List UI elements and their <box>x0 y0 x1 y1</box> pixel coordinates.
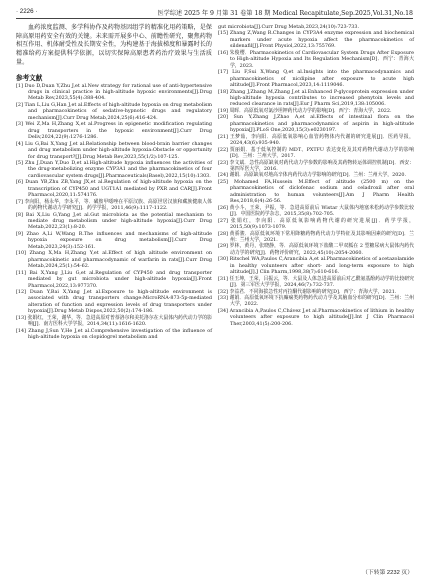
reference-item: [8] Bai X,Liu G,Yang J,et al.Gut microbiota as the potential mechanism to mediate drug metabolism under high-altitude hypoxia[J].Curr Drug Metab,2022,23(1):8-20. <box>16 211 212 231</box>
reference-item: [9] Zhao A,Li W,Wang R.The influences and mechanisms of high-altitude hypoxia exposure on drug metabolism[J].Curr Drug Metab,2023,24(3):152-161. <box>16 230 212 250</box>
reference-item: [28] 黄骄骏．高原低氧环境下常用降糖药物药代动力学特征及其影响因素的研究[D]．兰州：兰州大学，2021. <box>218 230 414 243</box>
reference-item: [27] 张娟红，李向阳．高原低氧影响药物代谢的研究进展[J]．药学学报，2015,50(9):1073-1079. <box>218 217 414 231</box>
reference-item: [22] 贾丽娟．基于低氧控制的 MDT、PXTFU 表达变化及其对药物代谢动力学的影响[D]．兰州：兰州大学，2017. <box>218 146 414 160</box>
reference-list-right <box>218 24 414 327</box>
reference-item: [33] 谢娟．高原低氧环境下抗癫痫类药物药代动力学及其脑血分布的研究[D]．兰州：兰州大学，2022. <box>218 295 414 308</box>
reference-item: gut microbiota[J].Curr Drug Metab,2023,24(10):723-733. <box>218 24 359 30</box>
reference-item: [2] Tian L,Liu G,Han J,et al.Effects of high-altitude hypoxia on drug metabolism and pharmacokinetics of sedative-hypnotic drugs and regulatory mechanism[J].Curr Drug Metab,2024,25(6):416-424. <box>16 101 212 121</box>
reference-item: [17] Liu F,Sui X,Wang Q,et al.Insights into the pharmacodynamics and pharmacokinetics of nicdipine after exposure to acute high altitude[J].Front Pharmacol,2023,14:1119046. <box>218 69 414 89</box>
reference-item: [6] Duan YB,Zhu ZB,Yang JX,et al.Regulation of high-altitude hypoxia on the transcription of CYP450 and UGT1A1 mediated by PXR and CAR[J].Front Pharmacol,2020,11:574176. <box>16 179 212 199</box>
reference-item: [4] Liu G,Bai X,Yang J,et al.Relationship between blood-brain barrier changes and drug metabolism under high-altitude hypoxia:Obstacle or opportunity for drug transport?[J].Drug Metab Rev,2023,55(1/2):107-125. <box>16 140 212 160</box>
reference-item: [24] 谢娟．高原缺氧对地高辛体内药代动力学影响的研究[D]．兰州：兰州大学，2020. <box>218 172 407 179</box>
reference-item: [31] 任玉坤，王荣，吕振云，等．大鼠及人体急进高原前后对乙酰氨基酚药动学的比较研究[J]．第三军医大学学报，2024,46(7):732-737. <box>218 275 414 289</box>
continued-note: （下转第 2232 页） <box>362 570 413 576</box>
right-column <box>218 24 414 327</box>
reference-item: [7] 李向阳，杨永华，李永平，等．磺胺甲噁唑在平原汉族、高原世居汉族和藏族健康人体的药物代谢动力学研究[J]．药学学报，2011,46(9):1117-1122. <box>16 198 212 212</box>
reference-item: [19] 周晖．高原低氧对氯沙坦钾药代动力学的影响[D]．西宁：青海大学，2022. <box>218 107 392 114</box>
reference-item: [25] Mohamed FA,Hussein M.Effect of altitude (2500 m) on the pharmacokinetics of diclofenac sodium and celadroxil after oral administration to human volunteers[J].Am J Pharm Health Res,2018,6(4):26-56. <box>218 178 414 205</box>
reference-item: [12] Duan Y,Bai X,Yang J,et al.Exposure to high-altitude environment is associated with drug transporters change:MicroRNA-873-5p-mediated alteration of function and expression levels of drug transporters under hypoxia[J].Drug Metab Dispos,2022,50(2):174-186. <box>16 289 212 315</box>
reference-item: [18] Zhang J,Zhang M,Zhang J,et al.Enhanced P-glycoprotein expression under high-altitude hypoxia contributes to increased phenytoin levels and reduced clearance in rats[J].Eur J Pharm Sci,2019,138:105006. <box>218 88 414 108</box>
reference-item: [29] 罗林，黄丹，张晓静，等．高原低氧环境下盐酸二甲双胍在 2 型糖尿病大鼠体内药代动力学的研究[J]．药物评价研究，2022,45(10):2054-2060. <box>218 243 414 256</box>
reference-item: [11] Bai X,Yang J,Liu G,et al.Regulation of CYP450 and drug transporter mediated by gut microbiota under high-altitude hypoxia[J].Front Pharmacol,2022,13:977370. <box>16 269 212 289</box>
reference-list-left <box>16 83 212 341</box>
reference-item: [26] 黄小斗，王荣，尹振，等．急进高原前后 Wistar 大鼠体内地塞米松药动学参数比较[J]．中国医院药学杂志，2015,35(8):702-705. <box>218 204 414 218</box>
references-title: 参考文献 <box>16 74 43 82</box>
reference-item: [1] Duo D,Duan Y,Zhu J,et al.New strategy for rational use of anti-hypertensive drugs in clinical practice in high-altitude hypoxic environments[J].Drug Metab Rev,2023,55(4):388-404. <box>16 82 212 102</box>
reference-item: [34] Arancibia A,Paulos C,Chávez J,et al.Pharmacokinetics of lithium in healthy volunteers after exposure to high altitude[J].Int J Clin Pharmacol Ther,2003,41(5):200-206. <box>218 307 414 327</box>
reference-item: [14] Zhang J,Sun Y,He J,et al.Comprehensive investigation of the influence of high-altitude hypoxia on clopidogrel metabolism and <box>16 327 212 341</box>
reference-item: [5] Zhu J,Duan Y,Duo D,et al.High-altitude hypoxia influences the activities of the drug-metabolizing enzyme CYP3A1 and the pharmacokinetics of four cardiovascular system drugs[J].Pharmaceuticals(Basel),2022,15(10):1303. <box>16 159 212 179</box>
page-number: · 2226 · <box>16 8 38 15</box>
conclusion-paragraph: 血药浓度监测、多学科协作及药物基因组学的精准化用药策略，是保障高原用药安全有效的关键。未来需开展多中心、前瞻性研究，聚焦药物相互作用、机体耐受性及长期安全性，为构建基于海拔梯度和暴露时长的精准给药方案提供科学依据，以切实保障高原患者药治疗效果与生活质量。 <box>16 24 212 66</box>
reference-item: [16] 朱俊缨．Pharmacokinetics of Cardiovascular System Drugs After Exposure to High-altitude Hypoxia and Its Regulation Mechanism[D]．西宁：青海大学，2023. <box>218 49 414 69</box>
reference-item: [20] Sun Y,Zhang J,Zhao A,et al.Effects of intestinal flora on the pharmacokinetics and pharmacodynamics of aspirin in high-altitude hypoxia[J].PLoS One,2020,15(3):e0230197. <box>218 114 414 134</box>
reference-item: [15] Zhang Z,Wang R.Changes in CYP3A4 enzyme expression and biochemical markers under acute hypoxia affect the pharmacokinetics of sildenafil[J].Front Physiol,2022,13:755769. <box>218 30 414 50</box>
reference-item: [30] Ritschel WA,Paulos C,Arancibia A,et al.Pharmacokinetics of acetazolamide in healthy volunteers after short- and long-term exposure to high altitude[J].J Clin Pharm,1998,38(7):610-616. <box>218 256 414 276</box>
reference-item: [32] 李益君．不同海拔急性对丙拉酮代谢影响的研究[D]．西宁：青海大学，2021. <box>218 288 397 295</box>
reference-item: [23] 李文斌．急性高原缺氧对药代动力学参数的影响及其药物转运体调控机制[D]．西安：第四军医大学，2016. <box>218 159 414 172</box>
header-rule <box>16 18 413 19</box>
reference-item: [3] Wei Z,Ma H,Zhang X,et al.Progress in epigenetic modification regulating drug transporters in the hypoxic environment[J].Curr Drug Deliv,2024,22(9):1276-1286. <box>16 121 212 141</box>
reference-item: [21] 王梦茹，李向阳．高原低氧影响心血管药物体内代谢的研究进展[J]．医药导报，2024,43(6):935-940. <box>218 133 414 147</box>
reference-item: [13] 张娟红，王荣，谢华，等．急进高原对普萘洛尔和美托洛尔在大鼠体内药代动力学的影响[J]．南方医科大学学报，2014,34(11):1616-1620. <box>16 314 212 328</box>
left-column <box>16 24 212 341</box>
reference-item: [10] Zhang X,Ma H,Zhang Y,et al.Effect of high altitude environment on pharmacokinetic and pharmacodynamic of warfarin in rats[J].Curr Drug Metab,2024,25(1):54-62. <box>16 250 212 270</box>
journal-header: 医学综述 2025 年 9 月第 31 卷第 18 期 Medical Recapitulate,Sep.2025,Vol.31,No.18 <box>157 10 413 17</box>
